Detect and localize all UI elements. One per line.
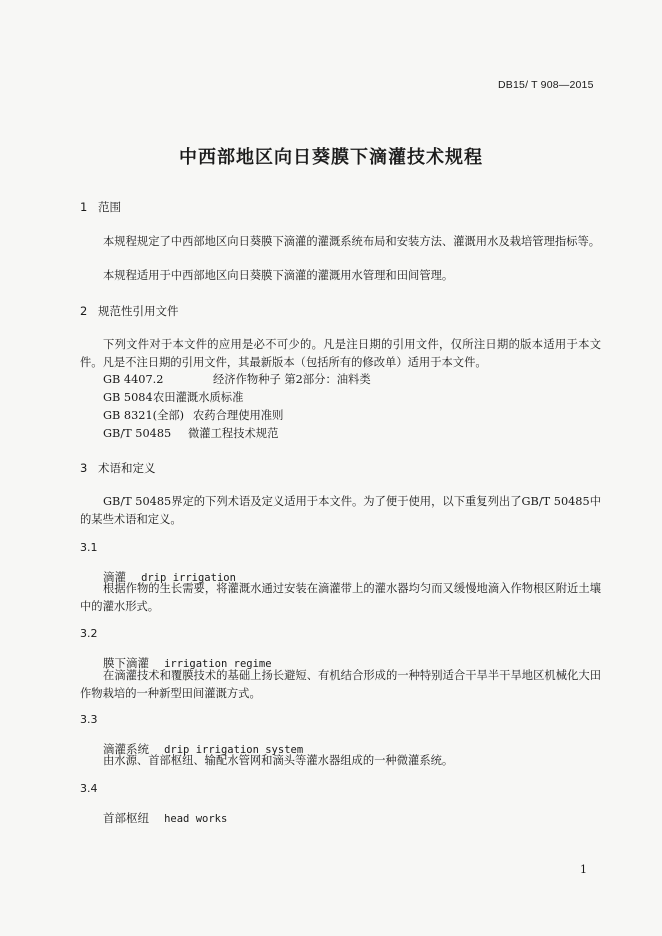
clause-number: 3.2 — [80, 627, 98, 640]
term-chinese: 首部枢纽 — [103, 811, 149, 825]
term-definition: 在滴灌技术和覆膜技术的基础上扬长避短、有机结合形成的一种特别适合干旱半干旱地区机械化大田作物栽培的一种新型田间灌溉方式。 — [80, 669, 601, 700]
section-number: 1 — [80, 200, 88, 214]
reference-item — [103, 407, 283, 423]
reference-item — [103, 425, 278, 441]
term-chinese: 膜下滴灌 — [103, 656, 149, 670]
reference-item — [103, 371, 371, 387]
reference-item — [103, 389, 243, 405]
section-title: 规范性引用文件 — [98, 304, 179, 318]
section-3-paragraph-1: GB/T 50485界定的下列术语及定义适用于本文件。为了便于使用，以下重复列出了GB/T 50485中的某些术语和定义。 — [80, 495, 601, 526]
clause-number: 3.1 — [80, 541, 98, 554]
reference-code: GB 8321(全部) — [103, 409, 185, 422]
reference-code: GB 4407.2 — [103, 373, 164, 386]
section-1-paragraph-1: 本规程规定了中西部地区向日葵膜下滴灌的灌溉系统布局和安装方法、灌溉用水及栽培管理指标等。 — [103, 235, 601, 248]
section-number: 2 — [80, 304, 88, 318]
reference-title: 农田灌溉水质标准 — [153, 391, 244, 404]
document-title: 中西部地区向日葵膜下滴灌技术规程 — [179, 147, 483, 168]
section-title: 术语和定义 — [98, 461, 156, 475]
section-number: 3 — [80, 461, 88, 475]
term-english: irrigation regime — [164, 658, 272, 670]
reference-title: 微灌工程技术规范 — [188, 427, 279, 440]
clause-number: 3.4 — [80, 782, 98, 795]
reference-code: GB 5084 — [103, 391, 153, 404]
term-definition: 根据作物的生长需要，将灌溉水通过安装在滴灌带上的灌水器均匀而又缓慢地滴入作物根区附近土壤中的灌水形式。 — [80, 582, 601, 613]
term-chinese: 滴灌系统 — [103, 742, 149, 756]
term-english: drip irrigation — [141, 572, 236, 584]
reference-title: 农药合理使用准则 — [193, 409, 284, 422]
section-3-heading — [80, 460, 156, 476]
clause-number: 3.3 — [80, 713, 98, 726]
reference-code: GB/T 50485 — [103, 427, 172, 440]
term-chinese: 滴灌 — [103, 570, 126, 584]
term-heading — [103, 807, 227, 826]
page-number: 1 — [580, 863, 587, 876]
section-1-paragraph-2: 本规程适用于中西部地区向日葵膜下滴灌的灌溉用水管理和田间管理。 — [103, 269, 454, 282]
section-title: 范围 — [98, 200, 121, 214]
term-english: head works — [164, 813, 228, 825]
section-2-heading — [80, 303, 179, 319]
term-english: drip irrigation system — [164, 744, 304, 756]
section-2-paragraph-1: 下列文件对于本文件的应用是必不可少的。凡是注日期的引用文件，仅所注日期的版本适用于本文件。凡是不注日期的引用文件，其最新版本（包括所有的修改单）适用于本文件。 — [80, 338, 601, 369]
term-definition: 由水源、首部枢纽、输配水管网和滴头等灌水器组成的一种微灌系统。 — [103, 754, 454, 767]
section-1-heading — [80, 199, 121, 215]
reference-title: 经济作物种子 第2部分：油料类 — [213, 373, 371, 386]
standard-number: DB15/ T 908—2015 — [498, 79, 594, 91]
